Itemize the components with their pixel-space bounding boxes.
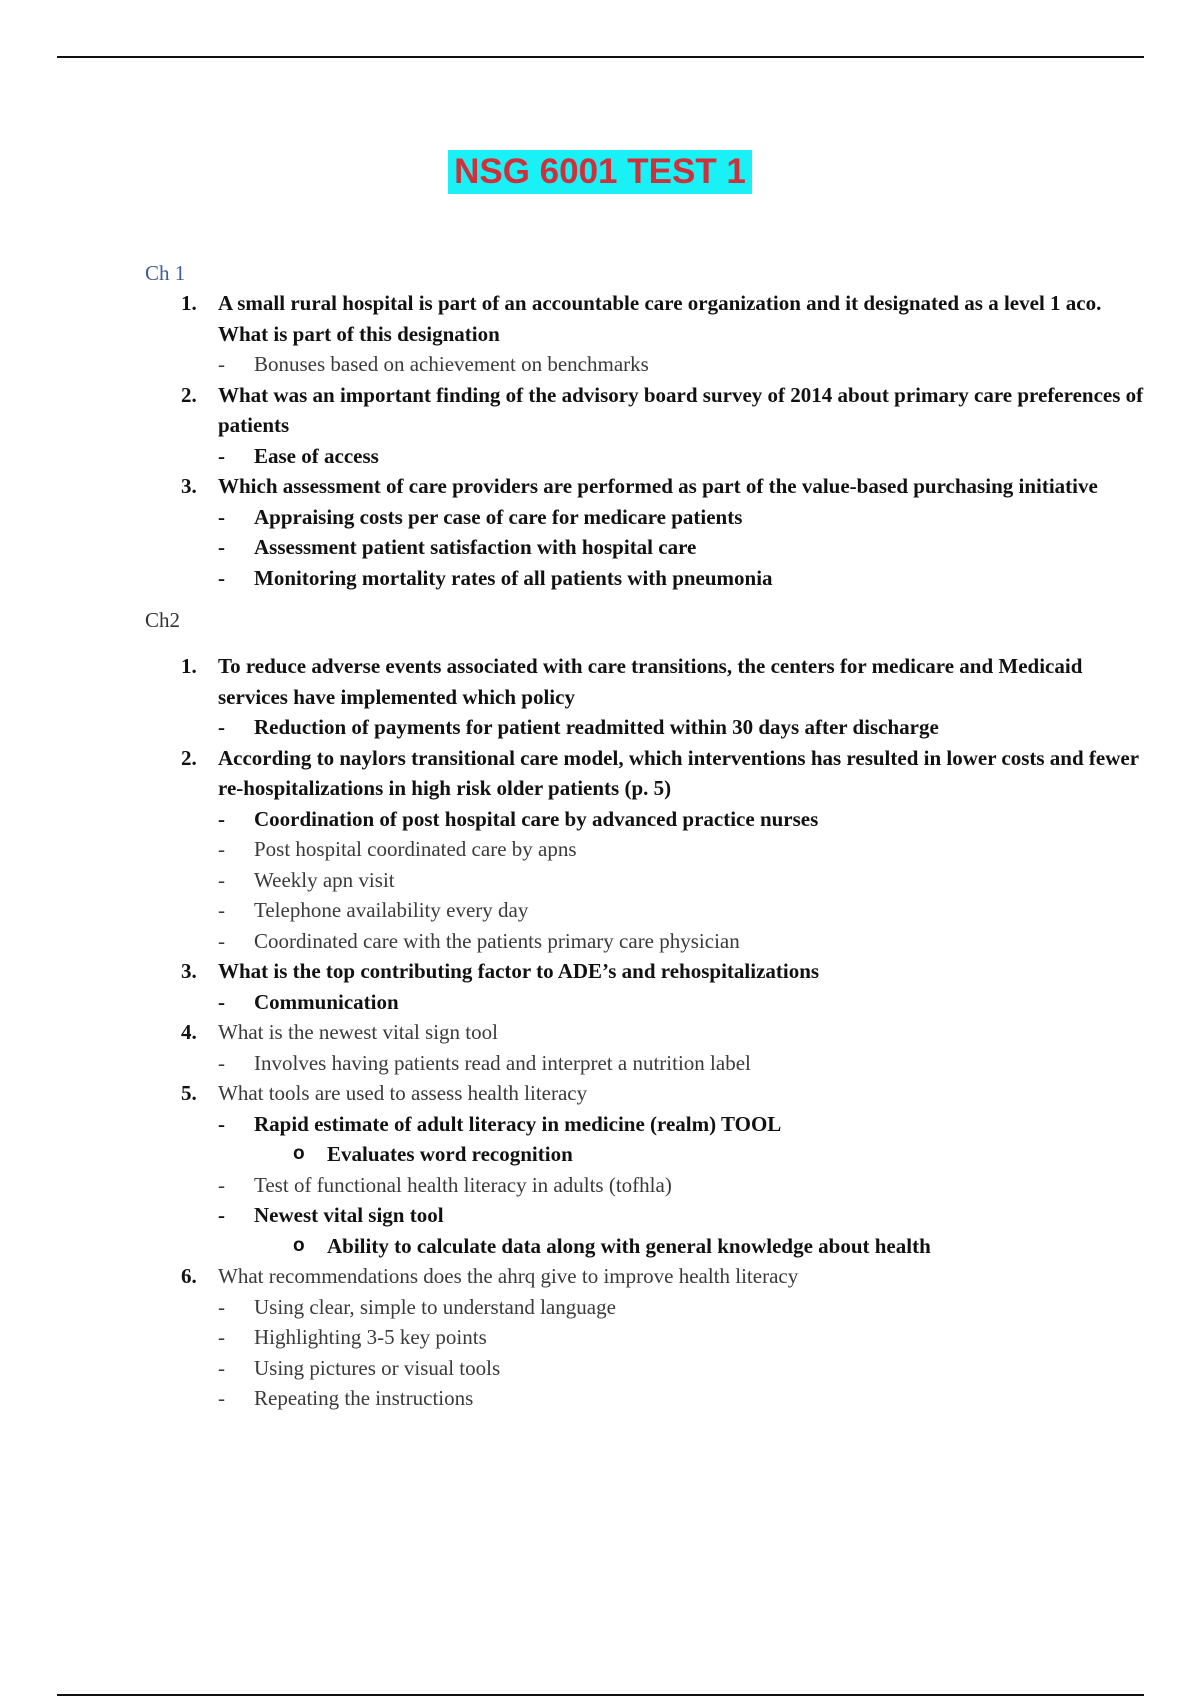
dash-bullet: - [218,1294,225,1319]
answer-text: Assessment patient satisfaction with hospital care [254,535,697,559]
answer-text: Rapid estimate of adult literacy in medicine (realm) TOOL [254,1111,782,1136]
sub-answer-text: Ability to calculate data along with general knowledge about health [327,1233,931,1258]
question-text: What is the top contributing factor to ADE’s and rehospitalizations [218,959,820,983]
answer-item [145,712,1145,743]
question-text: Which assessment of care providers are performed as part of the value-based purchasing initiative [218,474,1098,498]
dash-bullet: - [218,565,225,590]
answer-item [145,804,1145,835]
answer-item [145,441,1145,472]
answer-text: Using clear, simple to understand language [254,1294,616,1319]
answer-item [145,532,1145,563]
dash-bullet: - [218,504,225,529]
answer-text: Test of functional health literacy in adults (tofhla) [254,1172,672,1197]
circle-bullet-icon: o [293,1143,305,1164]
question-number: 2. [181,382,197,407]
dash-bullet: - [218,928,225,953]
answer-text: Post hospital coordinated care by apns [254,837,577,861]
answer-item [145,895,1145,926]
dash-bullet: - [218,535,225,559]
answer-item [145,865,1145,896]
top-rule [57,56,1144,58]
answer-text: Ease of access [254,443,379,468]
answer-item [145,563,1145,594]
question-item [145,956,1145,987]
dash-bullet: - [218,898,225,922]
question-text: What was an important finding of the advisory board survey of 2014 about primary care preferences of patients [218,382,1144,437]
answer-item [145,1170,1145,1201]
answer-item [145,1353,1145,1384]
chapter-heading: Ch2 [145,608,181,632]
answer-item [145,349,1145,380]
answer-text: Telephone availability every day [254,898,529,922]
answer-item [145,1383,1145,1414]
answer-item [145,926,1145,957]
question-number: 3. [181,474,197,498]
question-number: 4. [181,1020,197,1044]
answer-text: Monitoring mortality rates of all patients with pneumonia [254,565,773,590]
answer-text: Highlighting 3-5 key points [254,1325,487,1349]
question-number: 3. [181,959,197,983]
answer-text: Newest vital sign tool [254,1203,444,1227]
answer-text: Repeating the instructions [254,1386,474,1410]
question-item [145,471,1145,502]
question-number: 2. [181,745,197,770]
document-body [145,258,1145,1414]
answer-text: Coordinated care with the patients primary care physician [254,928,740,953]
dash-bullet: - [218,837,225,861]
question-item [145,743,1145,804]
dash-bullet: - [218,352,225,376]
question-item [145,1078,1145,1109]
dash-bullet: - [218,1203,225,1227]
answer-item [145,1292,1145,1323]
question-item [145,1261,1145,1292]
answer-item [145,834,1145,865]
dash-bullet: - [218,1325,225,1349]
document-title: NSG 6001 TEST 1 [448,150,752,194]
title-block [0,150,1200,194]
dash-bullet: - [218,1386,225,1410]
answer-text: Coordination of post hospital care by advanced practice nurses [254,806,819,831]
dash-bullet: - [218,1050,225,1075]
answer-item [145,502,1145,533]
answer-text: Communication [254,989,399,1014]
question-item [145,651,1145,712]
chapter-heading: Ch 1 [145,261,186,285]
answer-item [145,1200,1145,1231]
answer-text: Reduction of payments for patient readmitted within 30 days after discharge [254,715,939,739]
dash-bullet: - [218,1172,225,1197]
question-text: To reduce adverse events associated with care transitions, the centers for medicare and Medicaid services have implemented which policy [218,654,1083,709]
question-text: What is the newest vital sign tool [218,1020,498,1044]
question-number: 5. [181,1081,197,1105]
dash-bullet: - [218,806,225,831]
answer-text: Involves having patients read and interpret a nutrition label [254,1050,751,1075]
dash-bullet: - [218,443,225,468]
sub-answer-text: Evaluates word recognition [327,1142,573,1166]
dash-bullet: - [218,867,225,892]
question-item [145,288,1145,349]
question-item [145,1017,1145,1048]
dash-bullet: - [218,715,225,739]
question-item [145,380,1145,441]
question-text: What tools are used to assess health literacy [218,1081,588,1105]
answer-item [145,1109,1145,1140]
question-number: 1. [181,654,197,678]
bottom-rule [57,1694,1144,1696]
answer-text: Weekly apn visit [254,867,395,892]
answer-item [145,987,1145,1018]
question-text: According to naylors transitional care model, which interventions has resulted in lower costs and fewer re-hospitalizations in high risk older patients (p. 5) [218,745,1139,800]
answer-item [145,1048,1145,1079]
answer-item [145,1322,1145,1353]
question-number: 1. [181,291,197,315]
answer-text: Using pictures or visual tools [254,1355,501,1380]
dash-bullet: - [218,1355,225,1380]
question-number: 6. [181,1264,197,1288]
question-text: A small rural hospital is part of an accountable care organization and it designated as a level 1 aco. What is part of this designation [218,291,1102,346]
question-text: What recommendations does the ahrq give to improve health literacy [218,1264,799,1288]
sub-answer-item [145,1231,1145,1262]
dash-bullet: - [218,989,225,1014]
circle-bullet-icon: o [293,1234,305,1256]
sub-answer-item [145,1139,1145,1170]
answer-text: Appraising costs per case of care for medicare patients [254,504,743,529]
dash-bullet: - [218,1111,225,1136]
answer-text: Bonuses based on achievement on benchmarks [254,352,649,376]
